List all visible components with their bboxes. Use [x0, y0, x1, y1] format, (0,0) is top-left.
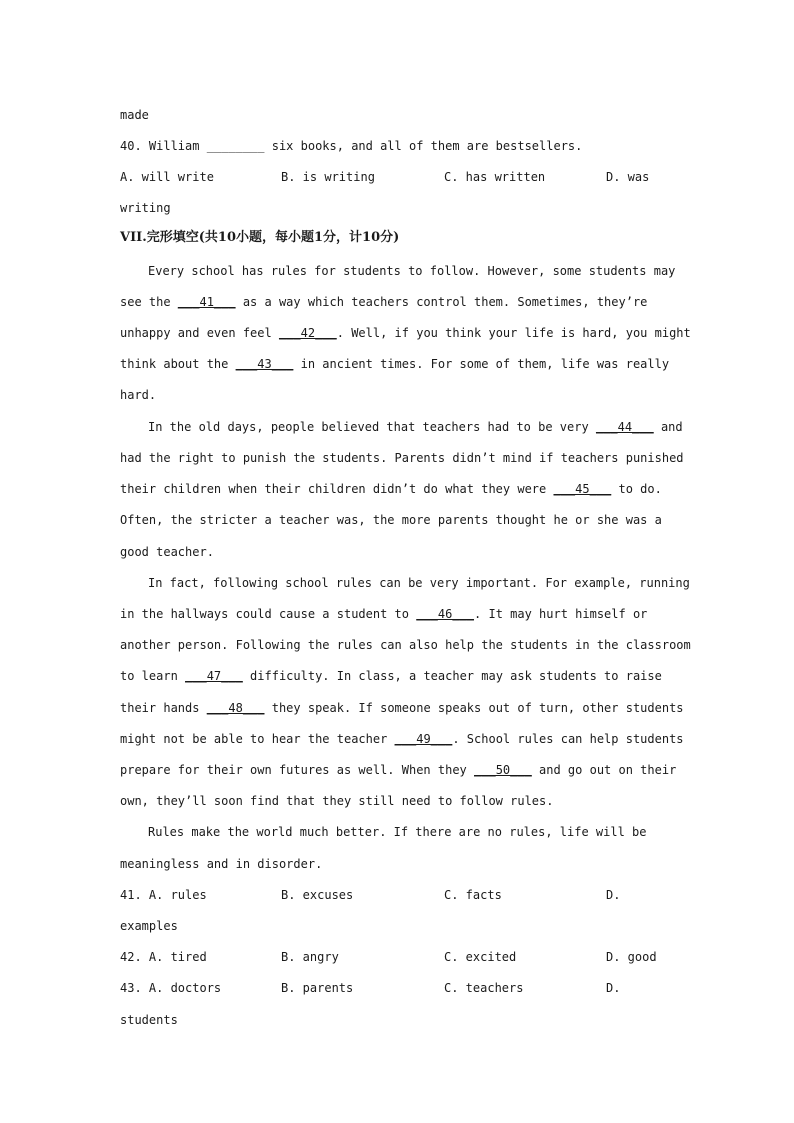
p3-line2-pre: in the hallways could cause a student to: [120, 607, 417, 621]
q43-option-b: B. parents: [281, 981, 354, 995]
q42-option-a: 42. A. tired: [120, 950, 207, 964]
p1-line3-post: . Well, if you think your life is hard, you might: [336, 326, 691, 340]
p3-line3: another person. Following the rules can also help the students in the classroom: [120, 638, 691, 652]
p1-line2: [120, 294, 647, 310]
p2-line5: good teacher.: [120, 545, 214, 559]
blank-42: ___42___: [278, 326, 337, 340]
blank-49: ___49___: [394, 732, 453, 746]
p3-line6-pre: might not be able to hear the teacher: [120, 732, 395, 746]
q41-option-b: B. excuses: [281, 888, 354, 902]
p1-line5: hard.: [120, 388, 157, 402]
p1-line4: [120, 356, 669, 372]
q40-option-d: D. was: [606, 170, 650, 184]
p2-line4: Often, the stricter a teacher was, the more parents thought he or she was a: [120, 513, 662, 527]
q40-option-d-cont: writing: [120, 201, 171, 215]
q43-option-a: 43. A. doctors: [120, 981, 222, 995]
q40-stem: 40. William ________ six books, and all of them are bestsellers.: [120, 139, 583, 153]
q41-option-d-cont: examples: [120, 919, 178, 933]
blank-44: ___44___: [595, 420, 654, 434]
q42-option-d: D. good: [606, 950, 657, 964]
q40-option-b: B. is writing: [281, 170, 375, 184]
p3-line2: [120, 606, 647, 622]
p3-line2-post: . It may hurt himself or: [474, 607, 648, 621]
p1-line3: [120, 325, 691, 341]
p1-line2-post: as a way which teachers control them. Sometimes, they’re: [235, 295, 648, 309]
q41-option-a: 41. A. rules: [120, 888, 207, 902]
p2-line1: [148, 419, 683, 435]
p3-line7-pre: prepare for their own futures as well. When they: [120, 763, 475, 777]
q43-option-c: C. teachers: [444, 981, 524, 995]
q43-option-d-cont: students: [120, 1013, 178, 1027]
q40-option-c: C. has written: [444, 170, 546, 184]
q40-option-a: A. will write: [120, 170, 214, 184]
p3-line1: In fact, following school rules can be very important. For example, running: [148, 576, 690, 590]
q43-option-d: D.: [606, 981, 621, 995]
blank-48: ___48___: [206, 701, 265, 715]
blank-41: ___41___: [177, 295, 236, 309]
p2-line1-post: and: [653, 420, 683, 434]
p2-line3-post: to do.: [611, 482, 662, 496]
p2-line2: had the right to punish the students. Parents didn’t mind if teachers punished: [120, 451, 684, 465]
p3-line4: [120, 668, 662, 684]
p4-line2: meaningless and in disorder.: [120, 857, 323, 871]
p1-line3-pre: unhappy and even feel: [120, 326, 279, 340]
q42-option-b: B. angry: [281, 950, 339, 964]
blank-45: ___45___: [553, 482, 612, 496]
p3-line6-post: . School rules can help students: [452, 732, 684, 746]
blank-46: ___46___: [416, 607, 475, 621]
q41-option-c: C. facts: [444, 888, 502, 902]
carryover-text: made: [120, 108, 149, 122]
p2-line3-pre: their children when their children didn’t do what they were: [120, 482, 554, 496]
p4-line1: Rules make the world much better. If there are no rules, life will be: [148, 825, 647, 839]
p1-line4-post: in ancient times. For some of them, life was really: [293, 357, 670, 371]
p3-line5-post: they speak. If someone speaks out of turn, other students: [264, 701, 684, 715]
p2-line3: [120, 481, 662, 497]
p3-line8: own, they’ll soon find that they still need to follow rules.: [120, 794, 554, 808]
p3-line7-post: and go out on their: [531, 763, 677, 777]
p2-line1-pre: In the old days, people believed that teachers had to be very: [148, 420, 596, 434]
p3-line5: [120, 700, 684, 716]
blank-47: ___47___: [185, 669, 243, 683]
p1-line2-pre: see the: [120, 295, 178, 309]
p3-line4-pre: to learn: [120, 669, 186, 683]
section-heading: VII.完形填空(共10小题，每小题1分，计10分): [120, 230, 400, 245]
q41-option-d: D.: [606, 888, 621, 902]
p1-line1: Every school has rules for students to follow. However, some students may: [148, 264, 676, 278]
q42-option-c: C. excited: [444, 950, 517, 964]
blank-43: ___43___: [235, 357, 294, 371]
p3-line7: [120, 762, 676, 778]
p3-line4-post: difficulty. In class, a teacher may ask students to raise: [242, 669, 662, 683]
p1-line4-pre: think about the: [120, 357, 236, 371]
p3-line5-pre: their hands: [120, 701, 207, 715]
p3-line6: [120, 731, 684, 747]
blank-50: ___50___: [474, 763, 532, 777]
